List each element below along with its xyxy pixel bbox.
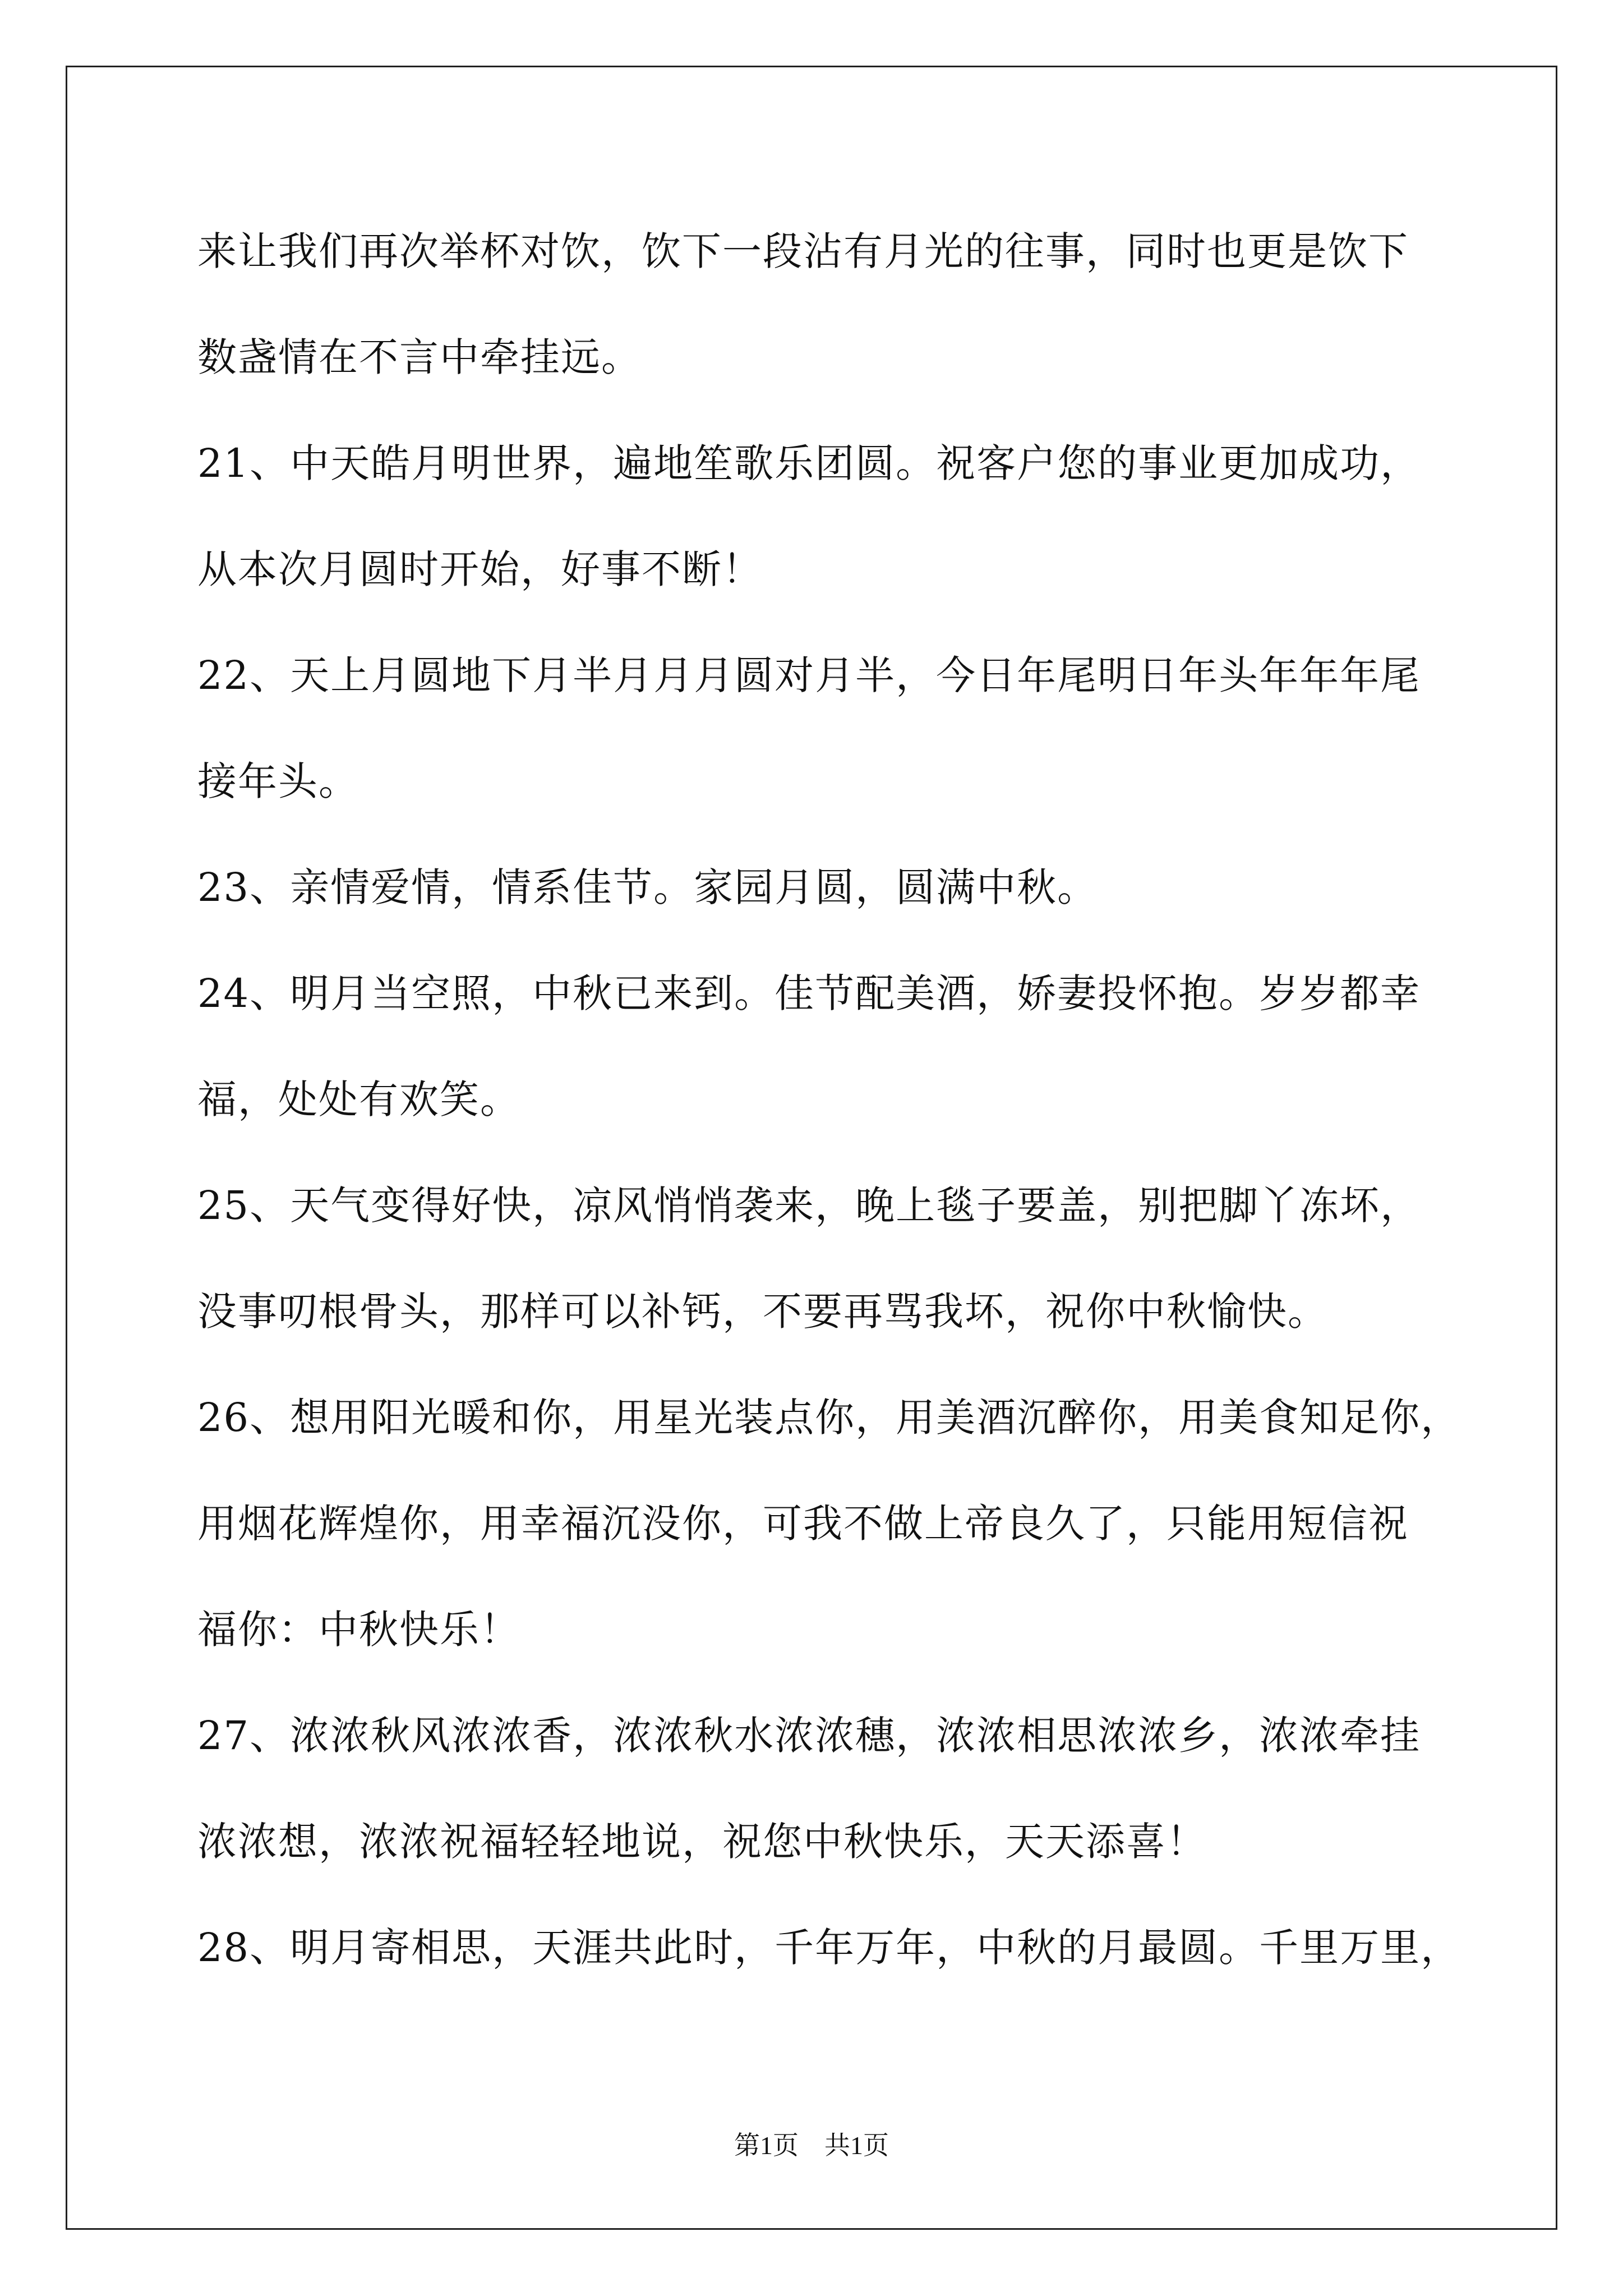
text-line: 来让我们再次举杯对饮，饮下一段沾有月光的往事，同时也更是饮下 — [197, 228, 1409, 274]
text-line: 22、天上月圆地下月半月月月圆对月半，今日年尾明日年头年年年尾 — [197, 652, 1421, 698]
text-line: 福你：中秋快乐！ — [197, 1607, 520, 1653]
text-line: 福，处处有欢笑。 — [197, 1076, 520, 1122]
text-line: 用烟花辉煌你，用幸福沉没你，可我不做上帝良久了，只能用短信祝 — [197, 1501, 1409, 1547]
text-line: 28、明月寄相思，天涯共此时，千年万年，中秋的月最圆。千里万里， — [197, 1925, 1461, 1971]
text-line: 接年头。 — [197, 758, 359, 804]
page-number-total: 共1页 — [824, 2131, 889, 2160]
text-line: 从本次月圆时开始，好事不断！ — [197, 546, 763, 592]
text-line: 浓浓想，浓浓祝福轻轻地说，祝您中秋快乐，天天添喜！ — [197, 1819, 1207, 1865]
page-number-current: 第1页 — [734, 2131, 799, 2160]
page-footer — [0, 2129, 1623, 2162]
text-line: 25、天气变得好快，凉风悄悄袭来，晚上毯子要盖，别把脚丫冻坏， — [197, 1182, 1421, 1228]
text-line: 没事叨根骨头，那样可以补钙，不要再骂我坏，祝你中秋愉快。 — [197, 1289, 1328, 1335]
text-line: 21、中天皓月明世界，遍地笙歌乐团圆。祝客户您的事业更加成功， — [197, 440, 1421, 486]
text-line: 23、亲情爱情，情系佳节。家园月圆，圆满中秋。 — [197, 864, 1098, 910]
text-line: 24、明月当空照，中秋已来到。佳节配美酒，娇妻投怀抱。岁岁都幸 — [197, 970, 1421, 1016]
text-line: 数盏情在不言中牵挂远。 — [197, 334, 642, 380]
page-border — [66, 66, 1557, 2230]
text-line: 27、浓浓秋风浓浓香，浓浓秋水浓浓穗，浓浓相思浓浓乡，浓浓牵挂 — [197, 1713, 1421, 1759]
text-line: 26、想用阳光暖和你，用星光装点你，用美酒沉醉你，用美食知足你， — [197, 1395, 1461, 1441]
